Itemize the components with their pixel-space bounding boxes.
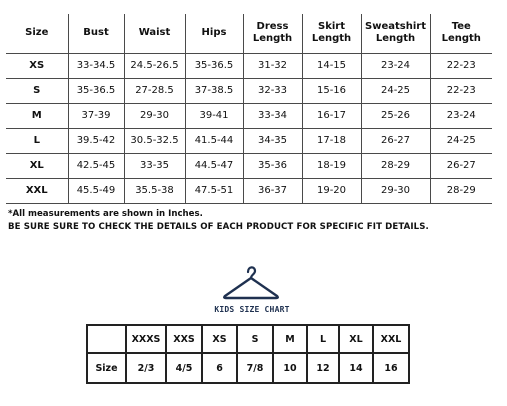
kids-size-header: XL — [339, 325, 373, 353]
kids-header-row — [87, 325, 409, 353]
kids-values-row — [87, 353, 409, 383]
measurement-cell: 23-24 — [430, 103, 492, 128]
measurement-cell: 22-23 — [430, 78, 492, 103]
kids-size-header: M — [273, 325, 307, 353]
measurement-cell: 41.5-44 — [185, 128, 243, 153]
measurement-cell: 37-39 — [68, 103, 124, 128]
measurement-cell: 44.5-47 — [185, 153, 243, 178]
size-label-cell: L — [6, 128, 68, 153]
kids-size-header: XS — [202, 325, 237, 353]
measurement-cell: 35-36 — [243, 153, 302, 178]
kids-size-chart-title: KIDS SIZE CHART — [214, 305, 290, 314]
kids-size-value: 10 — [273, 353, 307, 383]
fit-details-note: BE SURE SURE TO CHECK THE DETAILS OF EACH PRODUCT FOR SPECIFIC FIT DETAILS. — [8, 222, 429, 232]
measurement-cell: 19-20 — [302, 178, 361, 203]
hanger-icon — [221, 263, 281, 303]
kids-corner-cell — [87, 325, 126, 353]
header-cell: Hips — [185, 14, 243, 53]
measurement-cell: 39-41 — [185, 103, 243, 128]
measurement-cell: 16-17 — [302, 103, 361, 128]
measurement-cell: 29-30 — [124, 103, 185, 128]
measurement-cell: 37-38.5 — [185, 78, 243, 103]
header-cell: Waist — [124, 14, 185, 53]
measurement-cell: 18-19 — [302, 153, 361, 178]
measurement-cell: 31-32 — [243, 53, 302, 78]
header-cell: Sweatshirt Length — [361, 14, 430, 53]
measurement-cell: 22-23 — [430, 53, 492, 78]
measurement-cell: 33-34.5 — [68, 53, 124, 78]
measurement-cell: 45.5-49 — [68, 178, 124, 203]
size-label-cell: XXL — [6, 178, 68, 203]
kids-size-header: XXXS — [126, 325, 166, 353]
size-label-cell: S — [6, 78, 68, 103]
kids-size-value: 4/5 — [166, 353, 202, 383]
size-row — [6, 103, 492, 128]
size-label-cell: XS — [6, 53, 68, 78]
kids-row-label: Size — [87, 353, 126, 383]
kids-size-header: XXL — [373, 325, 409, 353]
size-chart-header-row — [6, 14, 492, 53]
measurement-cell: 26-27 — [361, 128, 430, 153]
kids-size-value: 16 — [373, 353, 409, 383]
header-cell: Tee Length — [430, 14, 492, 53]
measurement-cell: 15-16 — [302, 78, 361, 103]
kids-size-value: 14 — [339, 353, 373, 383]
kids-size-header: L — [307, 325, 339, 353]
measurement-cell: 47.5-51 — [185, 178, 243, 203]
kids-size-header: S — [237, 325, 273, 353]
kids-size-value: 7/8 — [237, 353, 273, 383]
kids-size-value: 6 — [202, 353, 237, 383]
measurement-cell: 33-35 — [124, 153, 185, 178]
header-cell: Dress Length — [243, 14, 302, 53]
size-row — [6, 178, 492, 203]
measurement-cell: 35.5-38 — [124, 178, 185, 203]
measurement-cell: 14-15 — [302, 53, 361, 78]
measurement-cell: 24.5-26.5 — [124, 53, 185, 78]
size-row — [6, 78, 492, 103]
kids-size-value: 12 — [307, 353, 339, 383]
measurement-cell: 33-34 — [243, 103, 302, 128]
measurement-cell: 42.5-45 — [68, 153, 124, 178]
measurement-cell: 17-18 — [302, 128, 361, 153]
measurement-cell: 35-36.5 — [68, 78, 124, 103]
measurement-cell: 25-26 — [361, 103, 430, 128]
kids-size-chart-table — [86, 324, 410, 384]
adult-size-chart-table — [6, 14, 492, 204]
measurement-cell: 24-25 — [361, 78, 430, 103]
size-label-cell: XL — [6, 153, 68, 178]
measurement-cell: 27-28.5 — [124, 78, 185, 103]
measurement-cell: 28-29 — [361, 153, 430, 178]
notes — [8, 208, 503, 234]
size-row — [6, 153, 492, 178]
measurement-cell: 34-35 — [243, 128, 302, 153]
measurement-cell: 26-27 — [430, 153, 492, 178]
kids-size-value: 2/3 — [126, 353, 166, 383]
measurement-cell: 28-29 — [430, 178, 492, 203]
size-label-cell: M — [6, 103, 68, 128]
kids-size-header: XXS — [166, 325, 202, 353]
measurement-cell: 29-30 — [361, 178, 430, 203]
measurement-cell: 23-24 — [361, 53, 430, 78]
measurement-cell: 32-33 — [243, 78, 302, 103]
measurement-cell: 35-36.5 — [185, 53, 243, 78]
measurement-note: *All measurements are shown in Inches. — [8, 209, 203, 219]
measurement-cell: 30.5-32.5 — [124, 128, 185, 153]
size-row — [6, 128, 492, 153]
header-cell: Size — [6, 14, 68, 53]
measurement-cell: 24-25 — [430, 128, 492, 153]
measurement-cell: 39.5-42 — [68, 128, 124, 153]
header-cell: Bust — [68, 14, 124, 53]
size-row — [6, 53, 492, 78]
measurement-cell: 36-37 — [243, 178, 302, 203]
header-cell: Skirt Length — [302, 14, 361, 53]
